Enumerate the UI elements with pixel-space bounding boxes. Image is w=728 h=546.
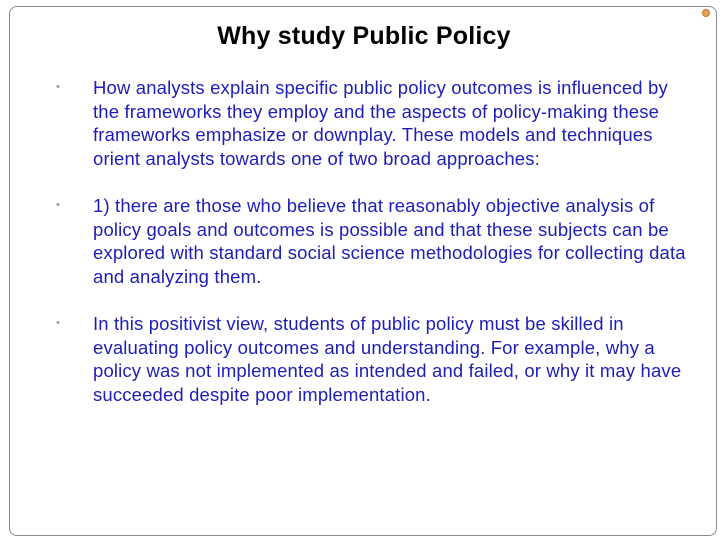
bullet-marker-icon: • <box>56 317 61 329</box>
bullet-marker-icon: • <box>56 81 61 93</box>
corner-accent-dot <box>702 9 710 17</box>
bullet-marker-icon: • <box>56 199 61 211</box>
slide-title: Why study Public Policy <box>217 22 511 50</box>
bullet-item-3 <box>56 312 696 406</box>
bullet-text: 1) there are those who believe that reasonably objective analysis of policy goals and outcomes is possible and that these subjects can be explored with standard social science methodologies for collecting data and analyzing them. <box>93 195 686 287</box>
bullet-text: How analysts explain specific public policy outcomes is influenced by the frameworks they employ and the aspects of policy-making these frameworks emphasize or downplay. These models and techniques orient analysts towards one of two broad approaches: <box>93 77 668 169</box>
bullet-text: In this positivist view, students of public policy must be skilled in evaluating policy outcomes and understanding. For example, why a policy was not implemented as intended and failed, or why it may have succeeded despite poor implementation. <box>93 313 682 405</box>
bullet-list <box>56 76 696 406</box>
bullet-item-1 <box>56 76 696 170</box>
bullet-item-2 <box>56 194 696 288</box>
